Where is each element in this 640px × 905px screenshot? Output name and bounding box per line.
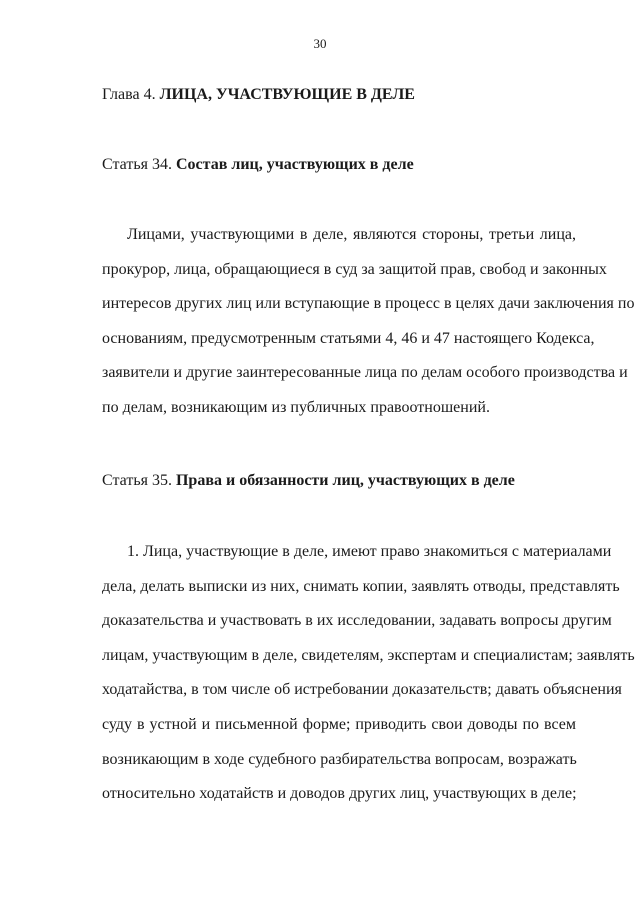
- article-35-line: 1. Лица, участвующие в деле, имеют право знакомиться с материалами: [127, 543, 612, 560]
- article-34-line: Лицами, участвующими в деле, являются стороны, третьи лица,: [127, 226, 576, 243]
- chapter-title: ЛИЦА, УЧАСТВУЮЩИЕ В ДЕЛЕ: [159, 86, 415, 103]
- article-34-line: прокурор, лица, обращающиеся в суд за защитой прав, свобод и законных: [102, 260, 607, 278]
- article-35-line: доказательства и участвовать в их исследовании, задавать вопросы другим: [102, 612, 612, 630]
- article-34-line: по делам, возникающим из публичных правоотношений.: [102, 398, 490, 416]
- article-35-label: Статья 35.: [102, 472, 172, 489]
- article-35-body: [102, 535, 635, 812]
- article-35-heading: [102, 472, 515, 490]
- article-35-line: дела, делать выписки из них, снимать копии, заявлять отводы, представлять: [102, 577, 620, 595]
- article-35-line: лицам, участвующим в деле, свидетелям, экспертам и специалистам; заявлять: [102, 646, 635, 664]
- article-35-line: возникающим в ходе судебного разбирательства вопросам, возражать: [102, 750, 577, 768]
- chapter-heading: [102, 86, 415, 104]
- article-34-title: Состав лиц, участвующих в деле: [175, 156, 414, 173]
- article-34-body: [102, 218, 635, 426]
- article-35-title: Права и обязанности лиц, участвующих в деле: [175, 472, 515, 489]
- chapter-label: Глава 4.: [102, 86, 156, 103]
- article-34-line: основаниям, предусмотренным статьями 4, 46 и 47 настоящего Кодекса,: [102, 329, 595, 347]
- article-34-line: интересов других лиц или вступающие в процесс в целях дачи заключения по: [102, 295, 635, 313]
- article-35-line: относительно ходатайств и доводов других лиц, участвующих в деле;: [102, 785, 577, 803]
- article-34-label: Статья 34.: [102, 156, 172, 173]
- article-34-heading: [102, 156, 414, 174]
- article-35-line: ходатайства, в том числе об истребовании доказательств; давать объяснения: [102, 681, 622, 699]
- article-34-line: заявители и другие заинтересованные лица по делам особого производства и: [102, 364, 628, 382]
- page-number: 30: [313, 36, 327, 51]
- article-35-line: суду в устной и письменной форме; приводить свои доводы по всем: [102, 715, 576, 733]
